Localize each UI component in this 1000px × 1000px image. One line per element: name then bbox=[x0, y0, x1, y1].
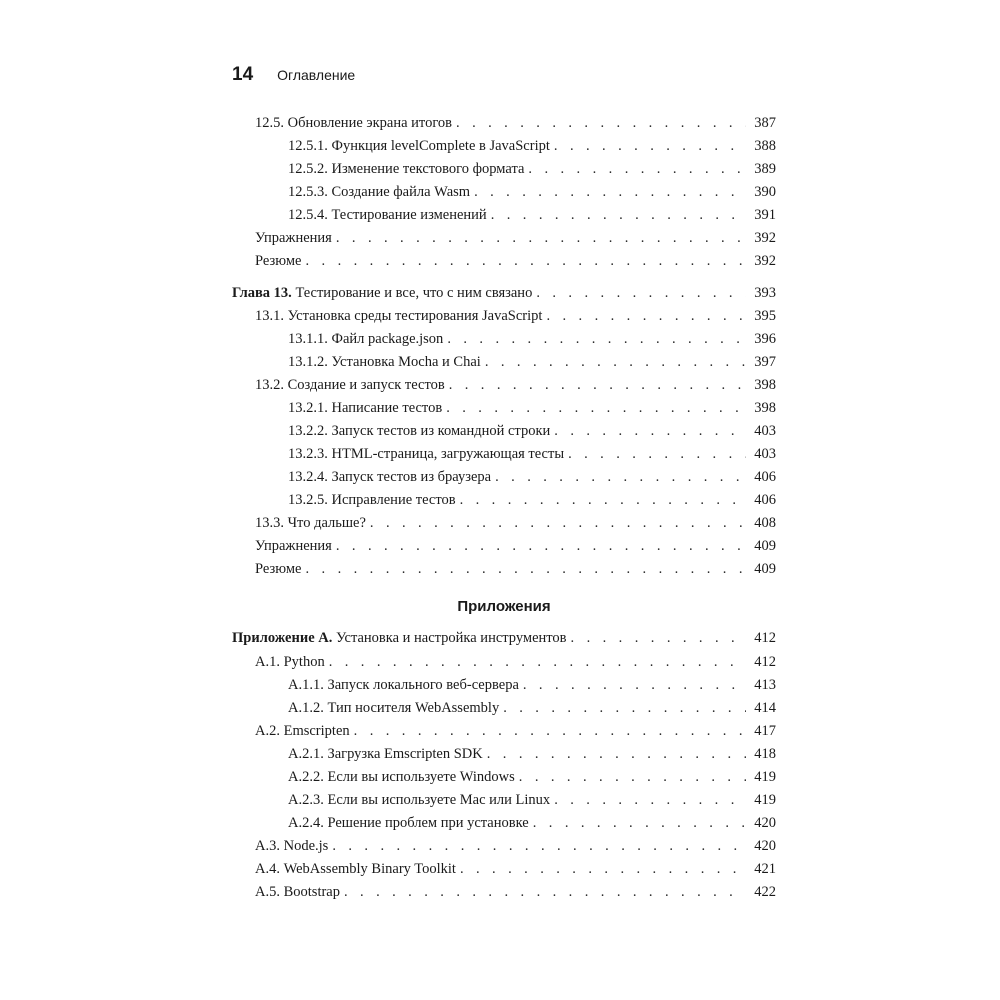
dot-leader bbox=[460, 489, 746, 511]
toc-entry-page: 413 bbox=[754, 677, 776, 693]
dot-leader bbox=[456, 112, 746, 134]
toc-entry-title bbox=[255, 651, 325, 673]
dot-leader bbox=[568, 443, 746, 465]
toc-entry-text: 12.5.3. Создание файла Wasm bbox=[288, 184, 471, 200]
toc-entry-title bbox=[255, 535, 332, 557]
toc-entry-title bbox=[255, 858, 456, 880]
toc-entry-title bbox=[255, 720, 350, 742]
dot-leader bbox=[449, 374, 746, 396]
dot-leader bbox=[354, 720, 746, 742]
toc-entry-text: Резюме bbox=[255, 561, 302, 577]
toc-entry-page: 389 bbox=[754, 161, 776, 177]
dot-leader bbox=[485, 351, 746, 373]
toc-entry[interactable] bbox=[0, 305, 776, 327]
toc-entry-text: 13.2.1. Написание тестов bbox=[288, 400, 443, 416]
toc-entry[interactable] bbox=[0, 181, 776, 203]
toc-entry-title bbox=[255, 250, 301, 272]
toc-entry-text: Установка и настройка инструментов bbox=[335, 630, 567, 646]
toc-entry[interactable] bbox=[0, 489, 776, 511]
toc-entry-title bbox=[255, 512, 366, 534]
appendix-heading: Приложения bbox=[457, 598, 551, 615]
toc-entry[interactable] bbox=[0, 328, 776, 350]
dot-leader bbox=[487, 743, 746, 765]
toc-entry[interactable] bbox=[0, 512, 776, 534]
toc-entry-text: А.2.4. Решение проблем при установке bbox=[288, 815, 529, 831]
toc-entry-title bbox=[288, 158, 524, 180]
toc-entry[interactable] bbox=[0, 204, 776, 226]
dot-leader bbox=[495, 466, 746, 488]
dot-leader bbox=[329, 651, 746, 673]
toc-entry-text: 13.1.1. Файл package.json bbox=[288, 331, 444, 347]
toc-entry[interactable] bbox=[0, 112, 776, 134]
running-title: Оглавление bbox=[277, 67, 356, 83]
toc-entry-page: 393 bbox=[754, 285, 776, 301]
toc-entry[interactable] bbox=[0, 881, 776, 903]
toc-entry-title bbox=[288, 743, 483, 765]
toc-entry-page: 392 bbox=[754, 253, 776, 269]
toc-entry-text: 13.2.4. Запуск тестов из браузера bbox=[288, 469, 492, 485]
toc-entry-page: 417 bbox=[754, 723, 776, 739]
toc-entry-text: 12.5. Обновление экрана итогов bbox=[255, 115, 453, 131]
toc-entry-title bbox=[288, 135, 550, 157]
toc-entry[interactable] bbox=[0, 720, 776, 742]
toc-entry-page: 406 bbox=[754, 469, 776, 485]
toc-entry[interactable] bbox=[0, 466, 776, 488]
dot-leader bbox=[536, 282, 746, 304]
toc-entry-text: Резюме bbox=[255, 253, 302, 269]
toc-entry-page: 390 bbox=[754, 184, 776, 200]
toc-entry-page: 388 bbox=[754, 138, 776, 154]
toc-entry[interactable] bbox=[0, 397, 776, 419]
dot-leader bbox=[503, 697, 746, 719]
dot-leader bbox=[446, 397, 746, 419]
toc-entry-page: 398 bbox=[754, 377, 776, 393]
dot-leader bbox=[533, 812, 746, 834]
toc-entry[interactable] bbox=[0, 135, 776, 157]
toc-entry[interactable] bbox=[0, 789, 776, 811]
toc-entry-text: 12.5.2. Изменение текстового формата bbox=[288, 161, 525, 177]
toc-entry-text: А.2. Emscripten bbox=[255, 723, 350, 739]
toc-entry-title bbox=[255, 558, 301, 580]
toc-entry-text: А.2.1. Загрузка Emscripten SDK bbox=[288, 746, 483, 762]
toc-entry[interactable] bbox=[0, 835, 776, 857]
toc-entry[interactable] bbox=[0, 697, 776, 719]
toc-entry-page: 397 bbox=[754, 354, 776, 370]
toc-entry[interactable] bbox=[0, 674, 776, 696]
toc-entry-page: 403 bbox=[754, 446, 776, 462]
toc-entry[interactable] bbox=[0, 351, 776, 373]
toc-entry-page: 414 bbox=[754, 700, 776, 716]
toc-entry-title bbox=[232, 282, 532, 304]
toc-entry-title bbox=[288, 789, 550, 811]
toc-entry-page: 392 bbox=[754, 230, 776, 246]
toc-entry-page: 418 bbox=[754, 746, 776, 762]
toc-entry-title bbox=[255, 374, 445, 396]
toc-entry-text: А.1.1. Запуск локального веб-сервера bbox=[288, 677, 519, 693]
running-head bbox=[232, 64, 355, 88]
dot-leader bbox=[554, 789, 746, 811]
toc-entry[interactable] bbox=[0, 535, 776, 557]
toc-entry-page: 398 bbox=[754, 400, 776, 416]
toc-entry-text: А.5. Bootstrap bbox=[255, 884, 340, 900]
dot-leader bbox=[519, 766, 746, 788]
toc-entry-text: А.2.2. Если вы используете Windows bbox=[288, 769, 515, 785]
toc-entry-title bbox=[255, 305, 542, 327]
toc-entry-title bbox=[288, 766, 515, 788]
toc-entry[interactable] bbox=[0, 743, 776, 765]
dot-leader bbox=[528, 158, 746, 180]
toc-entry[interactable] bbox=[0, 766, 776, 788]
toc-entry[interactable] bbox=[0, 250, 776, 272]
toc-entry-page: 396 bbox=[754, 331, 776, 347]
dot-leader bbox=[571, 627, 746, 649]
toc-entry[interactable] bbox=[0, 858, 776, 880]
toc-entry-title bbox=[288, 443, 564, 465]
toc-entry-text: Упражнения bbox=[255, 230, 332, 246]
toc-entry-text: А.1. Python bbox=[255, 654, 325, 670]
toc-entry-title bbox=[232, 627, 567, 649]
toc-entry[interactable] bbox=[0, 558, 776, 580]
toc-entry[interactable] bbox=[0, 282, 776, 304]
toc-entry-title bbox=[288, 466, 491, 488]
toc-entry-page: 406 bbox=[754, 492, 776, 508]
toc-entry[interactable] bbox=[0, 374, 776, 396]
dot-leader bbox=[554, 135, 746, 157]
toc-entry-page: 422 bbox=[754, 884, 776, 900]
toc-entry-text: Упражнения bbox=[255, 538, 332, 554]
dot-leader bbox=[460, 858, 746, 880]
toc-entry-title bbox=[288, 674, 519, 696]
toc-entry-page: 421 bbox=[754, 861, 776, 877]
toc-entry-text: 13.3. Что дальше? bbox=[255, 515, 366, 531]
toc-entry-title bbox=[255, 227, 332, 249]
toc-entry-prefix: Глава 13. bbox=[232, 285, 292, 301]
toc-entry-text: 13.1.2. Установка Mocha и Chai bbox=[288, 354, 481, 370]
dot-leader bbox=[370, 512, 746, 534]
toc-entry[interactable] bbox=[0, 812, 776, 834]
toc-entry-title bbox=[288, 397, 442, 419]
dot-leader bbox=[546, 305, 746, 327]
page-number: 14 bbox=[232, 64, 254, 85]
toc-entry-title bbox=[288, 420, 550, 442]
toc-entry-page: 408 bbox=[754, 515, 776, 531]
dot-leader bbox=[305, 250, 746, 272]
toc-entry-title bbox=[288, 812, 529, 834]
dot-leader bbox=[523, 674, 746, 696]
toc-entry-title bbox=[288, 351, 481, 373]
toc-entry-text: А.3. Node.js bbox=[255, 838, 329, 854]
dot-leader bbox=[491, 204, 746, 226]
dot-leader bbox=[332, 835, 746, 857]
toc-entry[interactable] bbox=[0, 651, 776, 673]
toc-entry-page: 395 bbox=[754, 308, 776, 324]
dot-leader bbox=[305, 558, 746, 580]
toc-entry-text: А.2.3. Если вы используете Mac или Linux bbox=[288, 792, 551, 808]
toc-entry-text: 13.2. Создание и запуск тестов bbox=[255, 377, 445, 393]
toc-entry-page: 419 bbox=[754, 769, 776, 785]
toc-entry-title bbox=[255, 881, 340, 903]
toc-entry-prefix: Приложение А. bbox=[232, 630, 333, 646]
toc-entry[interactable] bbox=[0, 227, 776, 249]
dot-leader bbox=[344, 881, 746, 903]
toc-entry-title bbox=[288, 204, 487, 226]
toc-entry-text: 13.2.2. Запуск тестов из командной строки bbox=[288, 423, 551, 439]
toc-entry-text: 12.5.4. Тестирование изменений bbox=[288, 207, 487, 223]
toc-entry-page: 409 bbox=[754, 538, 776, 554]
dot-leader bbox=[336, 535, 746, 557]
toc-entry-page: 409 bbox=[754, 561, 776, 577]
toc-entry-title bbox=[288, 697, 499, 719]
toc-entry-page: 412 bbox=[754, 654, 776, 670]
toc-entry-page: 387 bbox=[754, 115, 776, 131]
toc-entry[interactable] bbox=[0, 158, 776, 180]
toc-entry-text: 13.1. Установка среды тестирования JavaScript bbox=[255, 308, 543, 324]
dot-leader bbox=[554, 420, 746, 442]
toc-entry-page: 420 bbox=[754, 815, 776, 831]
toc-entry-title bbox=[288, 181, 470, 203]
toc-entry-text: А.1.2. Тип носителя WebAssembly bbox=[288, 700, 500, 716]
dot-leader bbox=[474, 181, 746, 203]
toc-entry-title bbox=[288, 489, 456, 511]
toc-entry-text: 13.2.5. Исправление тестов bbox=[288, 492, 456, 508]
toc-entry-text: 13.2.3. HTML-страница, загружающая тесты bbox=[288, 446, 565, 462]
toc-entry-page: 420 bbox=[754, 838, 776, 854]
toc-entry-text: 12.5.1. Функция levelComplete в JavaScript bbox=[288, 138, 550, 154]
toc-entry-page: 412 bbox=[754, 630, 776, 646]
toc-entry-page: 391 bbox=[754, 207, 776, 223]
toc-entry[interactable] bbox=[0, 443, 776, 465]
toc-entry[interactable] bbox=[0, 420, 776, 442]
toc-entry-title bbox=[288, 328, 443, 350]
toc-entry-page: 419 bbox=[754, 792, 776, 808]
toc-entry[interactable] bbox=[0, 627, 776, 649]
dot-leader bbox=[447, 328, 746, 350]
toc-entry-text: Тестирование и все, что с ним связано bbox=[295, 285, 533, 301]
dot-leader bbox=[336, 227, 746, 249]
toc-entry-title bbox=[255, 112, 452, 134]
toc-entry-page: 403 bbox=[754, 423, 776, 439]
toc-entry-text: А.4. WebAssembly Binary Toolkit bbox=[255, 861, 456, 877]
toc-entry-title bbox=[255, 835, 328, 857]
